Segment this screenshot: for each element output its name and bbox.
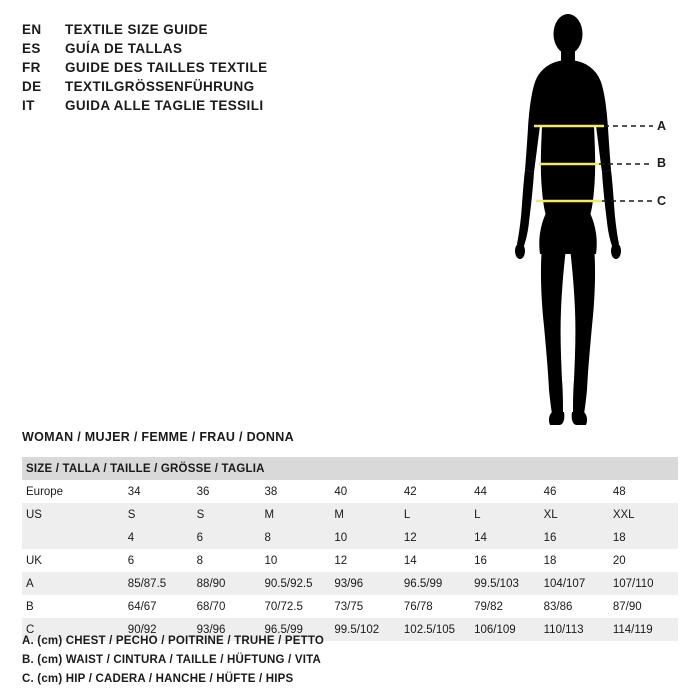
cell: 87/90 xyxy=(609,595,678,618)
cell: 68/70 xyxy=(193,595,261,618)
title-lang-fr: FR xyxy=(22,60,41,75)
cell: 93/96 xyxy=(330,572,400,595)
cell: 46 xyxy=(540,480,609,503)
cell: 18 xyxy=(609,526,678,549)
row-label-europe: Europe xyxy=(22,480,124,503)
section-heading-woman: WOMAN / MUJER / FEMME / FRAU / DONNA xyxy=(22,430,294,444)
title-row-es xyxy=(22,39,342,58)
row-label-c: C xyxy=(22,618,124,641)
cell: L xyxy=(400,503,470,526)
body-silhouette xyxy=(515,14,621,425)
row-label-us: US xyxy=(22,503,124,526)
cell: 18 xyxy=(540,549,609,572)
row-label-a: A xyxy=(22,572,124,595)
title-text-es: GUÍA DE TALLAS xyxy=(65,41,183,56)
cell: 42 xyxy=(400,480,470,503)
title-row-de xyxy=(22,77,342,96)
title-lang-es: ES xyxy=(22,41,41,56)
title-text-it: GUIDA ALLE TAGLIE TESSILI xyxy=(65,98,264,113)
cell: 12 xyxy=(330,549,400,572)
cell: M xyxy=(261,503,331,526)
measure-label-b: B xyxy=(657,156,667,170)
cell: 38 xyxy=(261,480,331,503)
cell: 110/113 xyxy=(540,618,609,641)
measure-label-a: A xyxy=(657,119,667,133)
title-row-en xyxy=(22,20,342,39)
cell: 36 xyxy=(193,480,261,503)
row-label-uk: UK xyxy=(22,549,124,572)
title-text-fr: GUIDE DES TAILLES TEXTILE xyxy=(65,60,268,75)
size-table xyxy=(22,457,678,641)
cell: 104/107 xyxy=(540,572,609,595)
cell: 14 xyxy=(470,526,540,549)
cell: 6 xyxy=(124,549,193,572)
table-row xyxy=(22,526,678,549)
cell: 73/75 xyxy=(330,595,400,618)
cell: 99.5/102 xyxy=(330,618,400,641)
title-text-en: TEXTILE SIZE GUIDE xyxy=(65,22,208,37)
cell: S xyxy=(124,503,193,526)
title-lang-it: IT xyxy=(22,98,35,113)
table-header-label: SIZE / TALLA / TAILLE / GRÖSSE / TAGLIA xyxy=(22,457,678,480)
cell: 48 xyxy=(609,480,678,503)
cell: 114/119 xyxy=(609,618,678,641)
title-lang-de: DE xyxy=(22,79,42,94)
table-row xyxy=(22,549,678,572)
cell: 93/96 xyxy=(193,618,261,641)
cell: 96.5/99 xyxy=(261,618,331,641)
cell: 16 xyxy=(540,526,609,549)
title-row-fr xyxy=(22,58,342,77)
cell: 83/86 xyxy=(540,595,609,618)
table-row xyxy=(22,503,678,526)
cell: 44 xyxy=(470,480,540,503)
cell: 99.5/103 xyxy=(470,572,540,595)
cell: 102.5/105 xyxy=(400,618,470,641)
cell: 40 xyxy=(330,480,400,503)
title-text-de: TEXTILGRÖSSENFÜHRUNG xyxy=(65,79,255,94)
title-lang-en: EN xyxy=(22,22,42,37)
cell: 90/92 xyxy=(124,618,193,641)
cell: L xyxy=(470,503,540,526)
cell: 90.5/92.5 xyxy=(261,572,331,595)
cell: 70/72.5 xyxy=(261,595,331,618)
legend-line-b: B. (cm) WAIST / CINTURA / TAILLE / HÜFTUNG / VITA xyxy=(22,654,321,666)
cell: 20 xyxy=(609,549,678,572)
cell: 8 xyxy=(193,549,261,572)
legend-line-c: C. (cm) HIP / CADERA / HANCHE / HÜFTE / HIPS xyxy=(22,673,294,685)
cell: 6 xyxy=(193,526,261,549)
cell: 4 xyxy=(124,526,193,549)
cell: S xyxy=(193,503,261,526)
cell: 34 xyxy=(124,480,193,503)
cell: M xyxy=(330,503,400,526)
row-label-b: B xyxy=(22,595,124,618)
cell: 88/90 xyxy=(193,572,261,595)
table-row xyxy=(22,572,678,595)
cell: 8 xyxy=(261,526,331,549)
cell: 12 xyxy=(400,526,470,549)
table-header-row xyxy=(22,457,678,480)
title-block xyxy=(22,20,342,115)
cell: XXL xyxy=(609,503,678,526)
measurement-legend xyxy=(22,632,622,689)
cell: 16 xyxy=(470,549,540,572)
measure-label-c: C xyxy=(657,194,667,208)
cell: 79/82 xyxy=(470,595,540,618)
cell: 10 xyxy=(261,549,331,572)
table-row xyxy=(22,595,678,618)
female-silhouette-figure xyxy=(490,8,690,433)
cell: 10 xyxy=(330,526,400,549)
cell: 96.5/99 xyxy=(400,572,470,595)
cell: 107/110 xyxy=(609,572,678,595)
cell: 76/78 xyxy=(400,595,470,618)
row-label-us-numeric xyxy=(22,526,124,549)
silhouette-svg xyxy=(490,8,690,433)
cell: 85/87.5 xyxy=(124,572,193,595)
cell: XL xyxy=(540,503,609,526)
cell: 64/67 xyxy=(124,595,193,618)
cell: 106/109 xyxy=(470,618,540,641)
legend-line-a: A. (cm) CHEST / PECHO / POITRINE / TRUHE / PETTO xyxy=(22,635,325,647)
table-row xyxy=(22,480,678,503)
cell: 14 xyxy=(400,549,470,572)
title-row-it xyxy=(22,96,342,115)
